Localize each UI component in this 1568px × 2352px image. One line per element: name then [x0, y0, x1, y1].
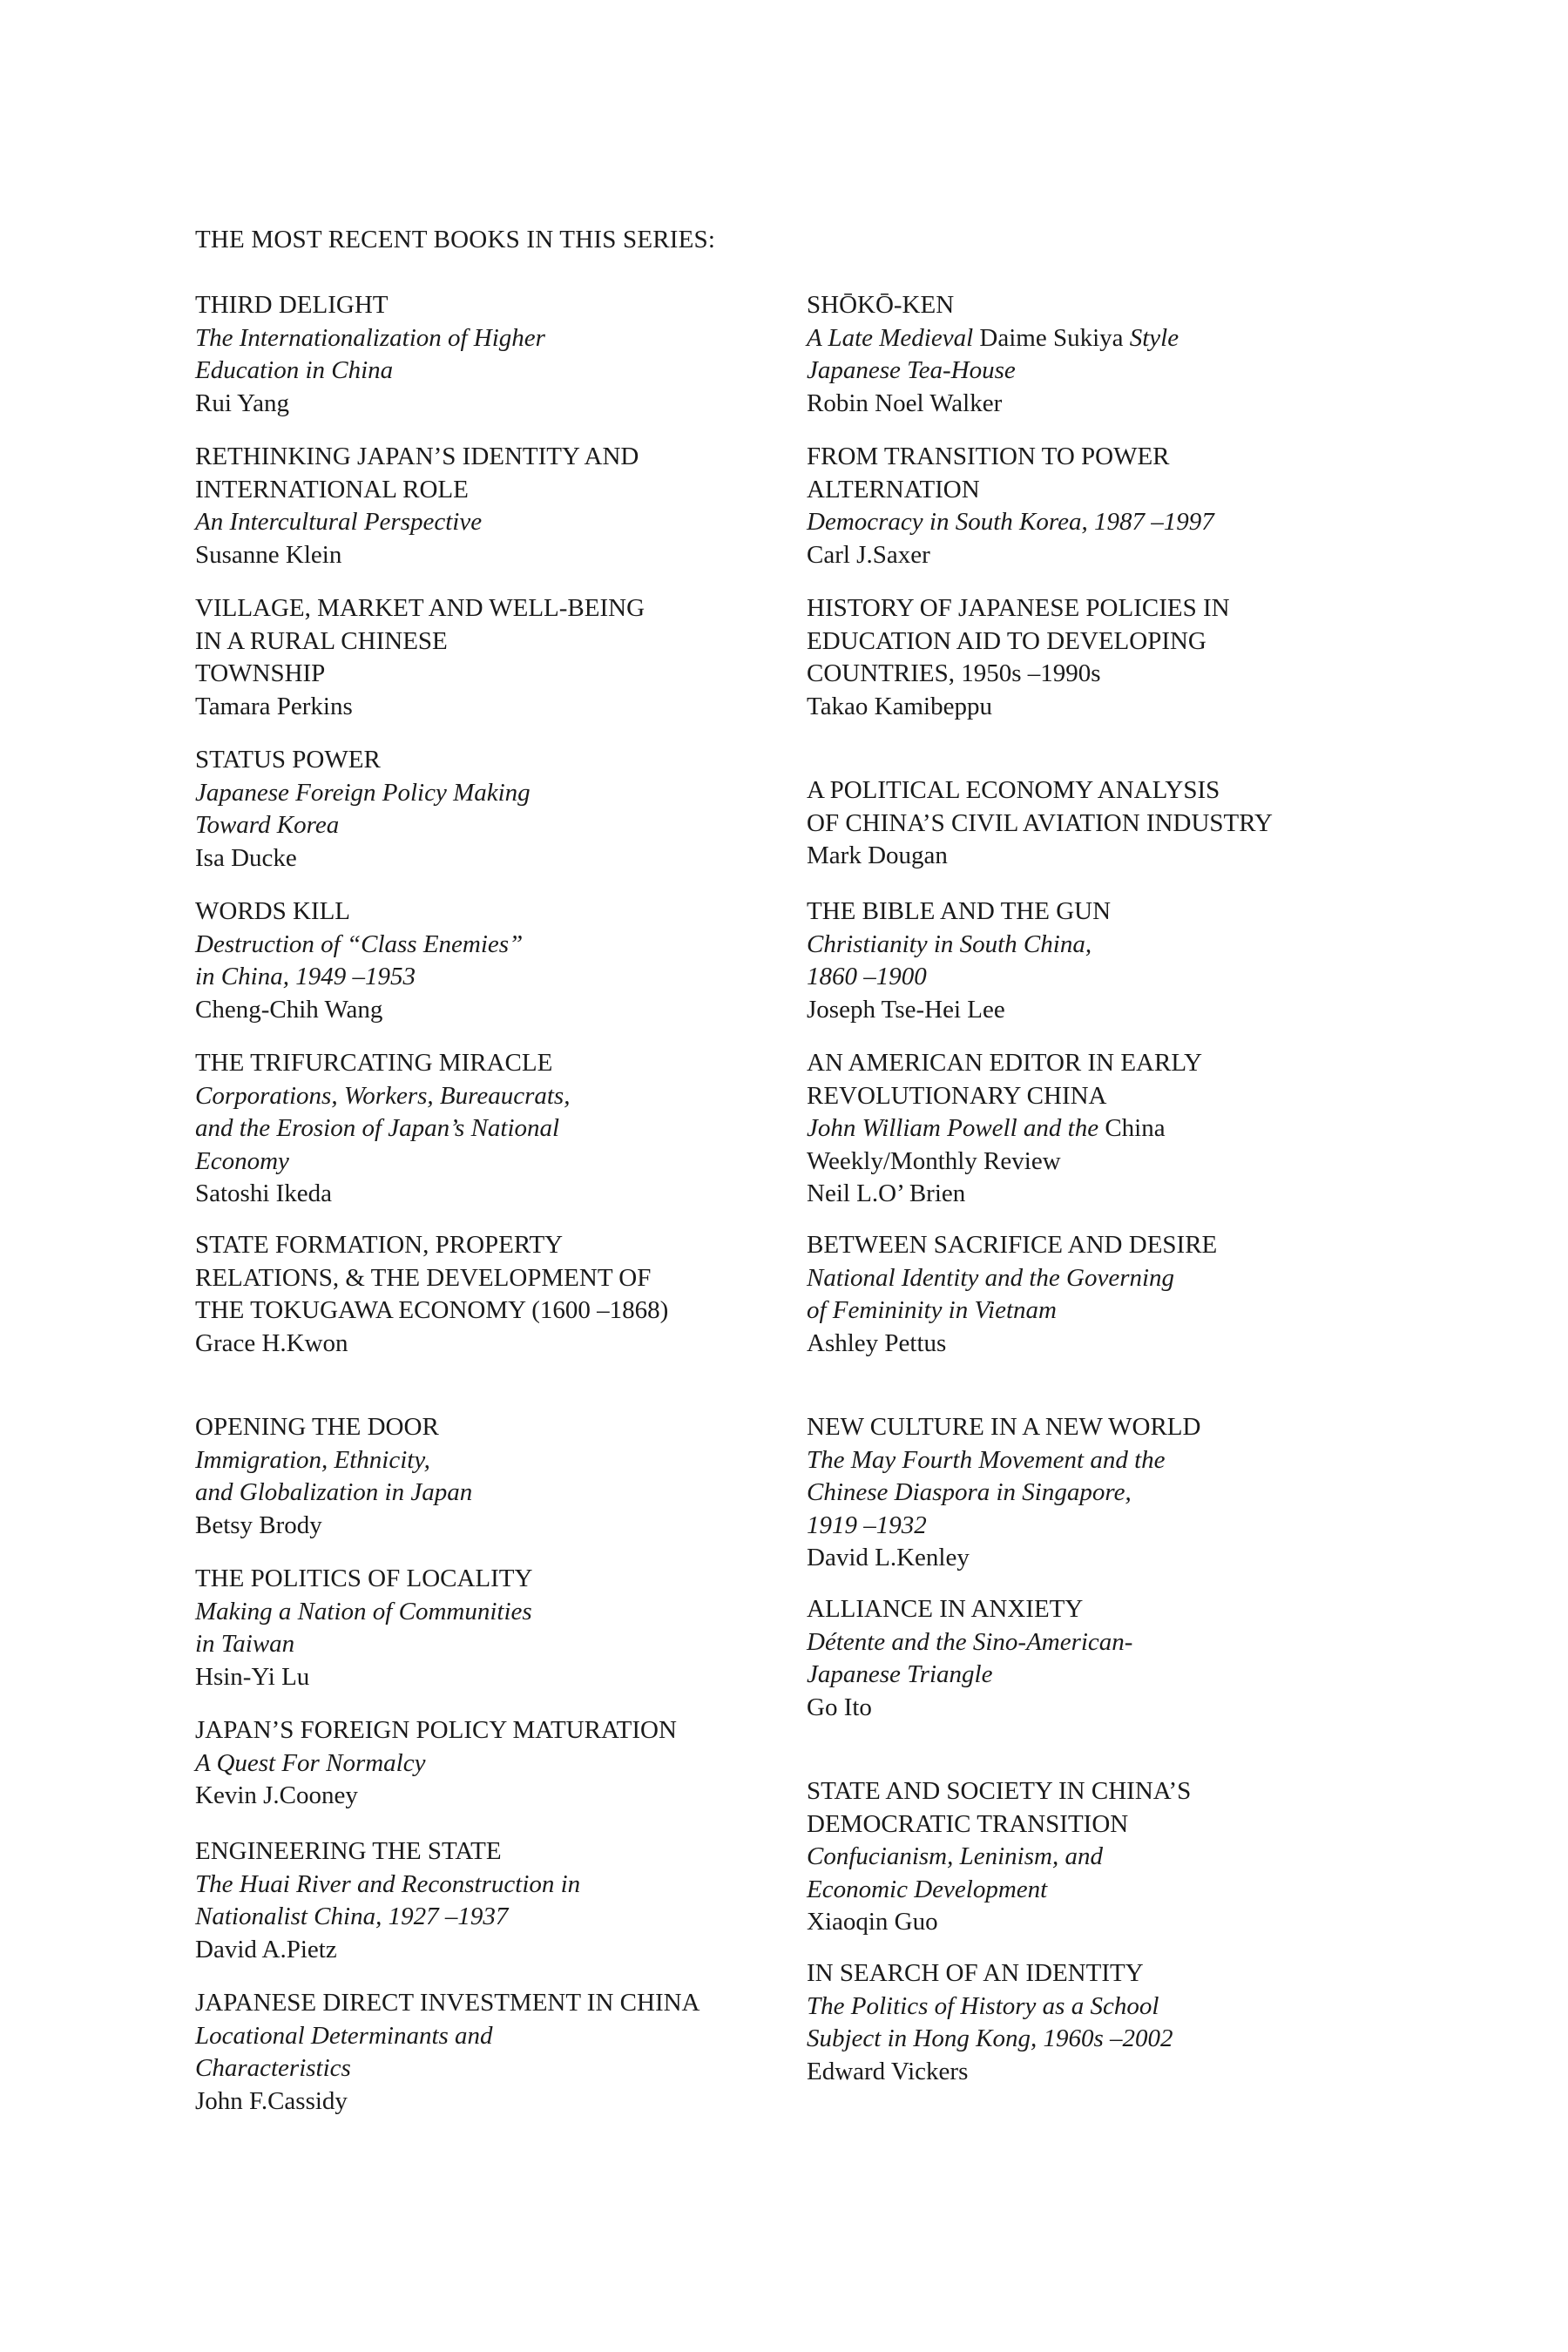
book-title: OPENING THE DOOR	[195, 1413, 439, 1441]
book-entry	[195, 1563, 532, 1693]
book-subtitle: Characteristics	[195, 2054, 351, 2083]
book-title: A POLITICAL ECONOMY ANALYSIS	[807, 776, 1220, 804]
book-title: AN AMERICAN EDITOR IN EARLY	[807, 1049, 1203, 1077]
book-title: REVOLUTIONARY CHINA	[807, 1081, 1107, 1110]
book-subtitle-segment: Daime Sukiya	[979, 323, 1130, 352]
book-subtitle: Locational Determinants and	[195, 2021, 493, 2050]
book-subtitle: The Politics of History as a School	[807, 1991, 1159, 2020]
book-entry	[807, 1957, 1173, 2088]
book-subtitle-segment: Japanese Tea-House	[807, 356, 1016, 385]
book-subtitle: Détente and the Sino-American-	[807, 1627, 1133, 1656]
book-subtitle: Economy	[195, 1146, 289, 1175]
book-author: Tamara Perkins	[195, 692, 353, 720]
book-subtitle: The Huai River and Reconstruction in	[195, 1869, 581, 1898]
book-author: Edward Vickers	[807, 2057, 969, 2085]
book-title: THE TRIFURCATING MIRACLE	[195, 1049, 553, 1077]
book-subtitle: Japanese Triangle	[807, 1660, 993, 1689]
book-title: WORDS KILL	[195, 897, 351, 925]
book-entry	[807, 774, 1273, 873]
book-title: RETHINKING JAPAN’S IDENTITY AND	[195, 443, 639, 470]
book-title: COUNTRIES, 1950s –1990s	[807, 659, 1101, 688]
book-entry	[807, 1775, 1191, 1939]
book-subtitle	[807, 322, 1179, 355]
book-entry	[195, 1411, 472, 1542]
book-subtitle: 1860 –1900	[807, 963, 927, 991]
book-title: THIRD DELIGHT	[195, 291, 389, 319]
book-entry	[195, 1987, 700, 2118]
book-author: Go Ito	[807, 1693, 872, 1721]
book-title: INTERNATIONAL ROLE	[195, 475, 469, 504]
book-subtitle: A Quest For Normalcy	[195, 1748, 426, 1777]
book-subtitle: National Identity and the Governing	[807, 1263, 1175, 1292]
book-entry	[807, 592, 1230, 723]
book-title: FROM TRANSITION TO POWER	[807, 443, 1170, 470]
book-author: Grace H.Kwon	[195, 1328, 348, 1357]
book-subtitle: Christianity in South China,	[807, 929, 1092, 958]
book-entry	[195, 1229, 668, 1360]
book-subtitle: The May Fourth Movement and the	[807, 1445, 1166, 1474]
book-subtitle: Japanese Foreign Policy Making	[195, 778, 531, 807]
book-title: OF CHINA’S CIVIL AVIATION INDUSTRY	[807, 808, 1273, 837]
book-entry	[195, 1714, 677, 1813]
book-author: John F.Cassidy	[195, 2086, 348, 2115]
book-subtitle: Chinese Diaspora in Singapore,	[807, 1478, 1132, 1507]
book-title: JAPANESE DIRECT INVESTMENT IN CHINA	[195, 1989, 700, 2017]
book-author: David A.Pietz	[195, 1935, 337, 1963]
book-entry	[807, 1411, 1200, 1575]
book-entry	[195, 289, 545, 420]
book-subtitle: Destruction of “Class Enemies”	[195, 929, 524, 958]
book-author: David L.Kenley	[807, 1544, 970, 1572]
book-author: Betsy Brody	[195, 1511, 322, 1539]
book-subtitle: Immigration, Ethnicity,	[195, 1445, 430, 1474]
book-author: Susanne Klein	[195, 540, 342, 569]
book-title: STATE FORMATION, PROPERTY	[195, 1231, 564, 1259]
book-entry	[807, 1229, 1217, 1360]
book-entry	[807, 1593, 1132, 1724]
book-author: Hsin-Yi Lu	[195, 1662, 310, 1691]
book-title: SHŌKŌ-KEN	[807, 291, 955, 319]
book-author: Neil L.O’ Brien	[807, 1179, 966, 1208]
book-subtitle: in China, 1949 –1953	[195, 963, 416, 991]
book-entry	[807, 896, 1111, 1026]
book-entry	[195, 744, 531, 875]
book-subtitle-segment: Weekly/Monthly Review	[807, 1146, 1061, 1175]
book-title: STATE AND SOCIETY IN CHINA’S	[807, 1777, 1192, 1805]
book-title: STATUS POWER	[195, 746, 381, 774]
book-title: BETWEEN SACRIFICE AND DESIRE	[807, 1231, 1218, 1259]
book-title: IN A RURAL CHINESE	[195, 626, 448, 655]
book-subtitle: of Femininity in Vietnam	[807, 1296, 1057, 1325]
book-subtitle: Democracy in South Korea, 1987 –1997	[807, 508, 1214, 537]
book-title: EDUCATION AID TO DEVELOPING	[807, 626, 1206, 655]
book-subtitle: Subject in Hong Kong, 1960s –2002	[807, 2024, 1173, 2053]
book-author: Ashley Pettus	[807, 1328, 947, 1357]
book-subtitle	[807, 355, 1179, 388]
book-author: Satoshi Ikeda	[195, 1179, 333, 1208]
book-subtitle: and the Erosion of Japan’s National	[195, 1114, 560, 1143]
book-entry	[807, 289, 1179, 420]
book-entry	[195, 1835, 580, 1966]
book-subtitle: Education in China	[195, 356, 394, 385]
book-entry	[195, 896, 523, 1026]
book-entry	[195, 1047, 570, 1211]
book-title: TOWNSHIP	[195, 659, 326, 688]
book-subtitle: Making a Nation of Communities	[195, 1597, 532, 1625]
book-entry	[195, 592, 645, 723]
book-subtitle: and Globalization in Japan	[195, 1478, 473, 1507]
book-subtitle: Toward Korea	[195, 811, 340, 840]
book-subtitle-segment: A Late Medieval	[807, 323, 980, 352]
book-author: Xiaoqin Guo	[807, 1908, 938, 1936]
book-subtitle-segment: Style	[1129, 323, 1179, 352]
book-title: ALLIANCE IN ANXIETY	[807, 1595, 1084, 1623]
book-author: Kevin J.Cooney	[195, 1781, 358, 1810]
book-author: Isa Ducke	[195, 843, 297, 872]
book-subtitle: An Intercultural Perspective	[195, 508, 483, 537]
book-entry	[195, 441, 639, 571]
page-heading: THE MOST RECENT BOOKS IN THIS SERIES:	[195, 226, 716, 253]
book-title: THE TOKUGAWA ECONOMY (1600 –1868)	[195, 1296, 669, 1325]
book-entry	[807, 441, 1214, 571]
book-author: Rui Yang	[195, 389, 289, 417]
book-title: JAPAN’S FOREIGN POLICY MATURATION	[195, 1716, 677, 1744]
book-author: Carl J.Saxer	[807, 540, 930, 569]
book-title: ALTERNATION	[807, 475, 980, 504]
book-title: DEMOCRATIC TRANSITION	[807, 1809, 1129, 1838]
book-subtitle-segment: China	[1105, 1114, 1166, 1143]
book-title: NEW CULTURE IN A NEW WORLD	[807, 1413, 1201, 1441]
book-author: Joseph Tse-Hei Lee	[807, 995, 1005, 1024]
book-subtitle-segment: John William Powell and the	[807, 1114, 1105, 1143]
book-author: Mark Dougan	[807, 841, 948, 870]
book-title: ENGINEERING THE STATE	[195, 1837, 502, 1865]
book-subtitle	[807, 1112, 1202, 1146]
book-title: THE POLITICS OF LOCALITY	[195, 1565, 533, 1592]
book-subtitle: in Taiwan	[195, 1630, 295, 1659]
book-title: RELATIONS, & THE DEVELOPMENT OF	[195, 1263, 652, 1292]
book-entry	[807, 1047, 1202, 1211]
book-title: HISTORY OF JAPANESE POLICIES IN	[807, 594, 1230, 622]
book-subtitle: Nationalist China, 1927 –1937	[195, 1903, 509, 1931]
book-subtitle: Confucianism, Leninism, and	[807, 1842, 1103, 1871]
book-subtitle: 1919 –1932	[807, 1511, 927, 1539]
book-subtitle	[807, 1146, 1202, 1179]
book-author: Takao Kamibeppu	[807, 692, 992, 720]
book-subtitle: Economic Development	[807, 1875, 1048, 1903]
book-subtitle: The Internationalization of Higher	[195, 323, 545, 352]
book-title: VILLAGE, MARKET AND WELL-BEING	[195, 594, 645, 622]
book-subtitle: Corporations, Workers, Bureaucrats,	[195, 1081, 571, 1110]
book-author: Robin Noel Walker	[807, 389, 1003, 417]
book-title: IN SEARCH OF AN IDENTITY	[807, 1959, 1144, 1987]
book-author: Cheng-Chih Wang	[195, 995, 383, 1024]
book-title: THE BIBLE AND THE GUN	[807, 897, 1112, 925]
